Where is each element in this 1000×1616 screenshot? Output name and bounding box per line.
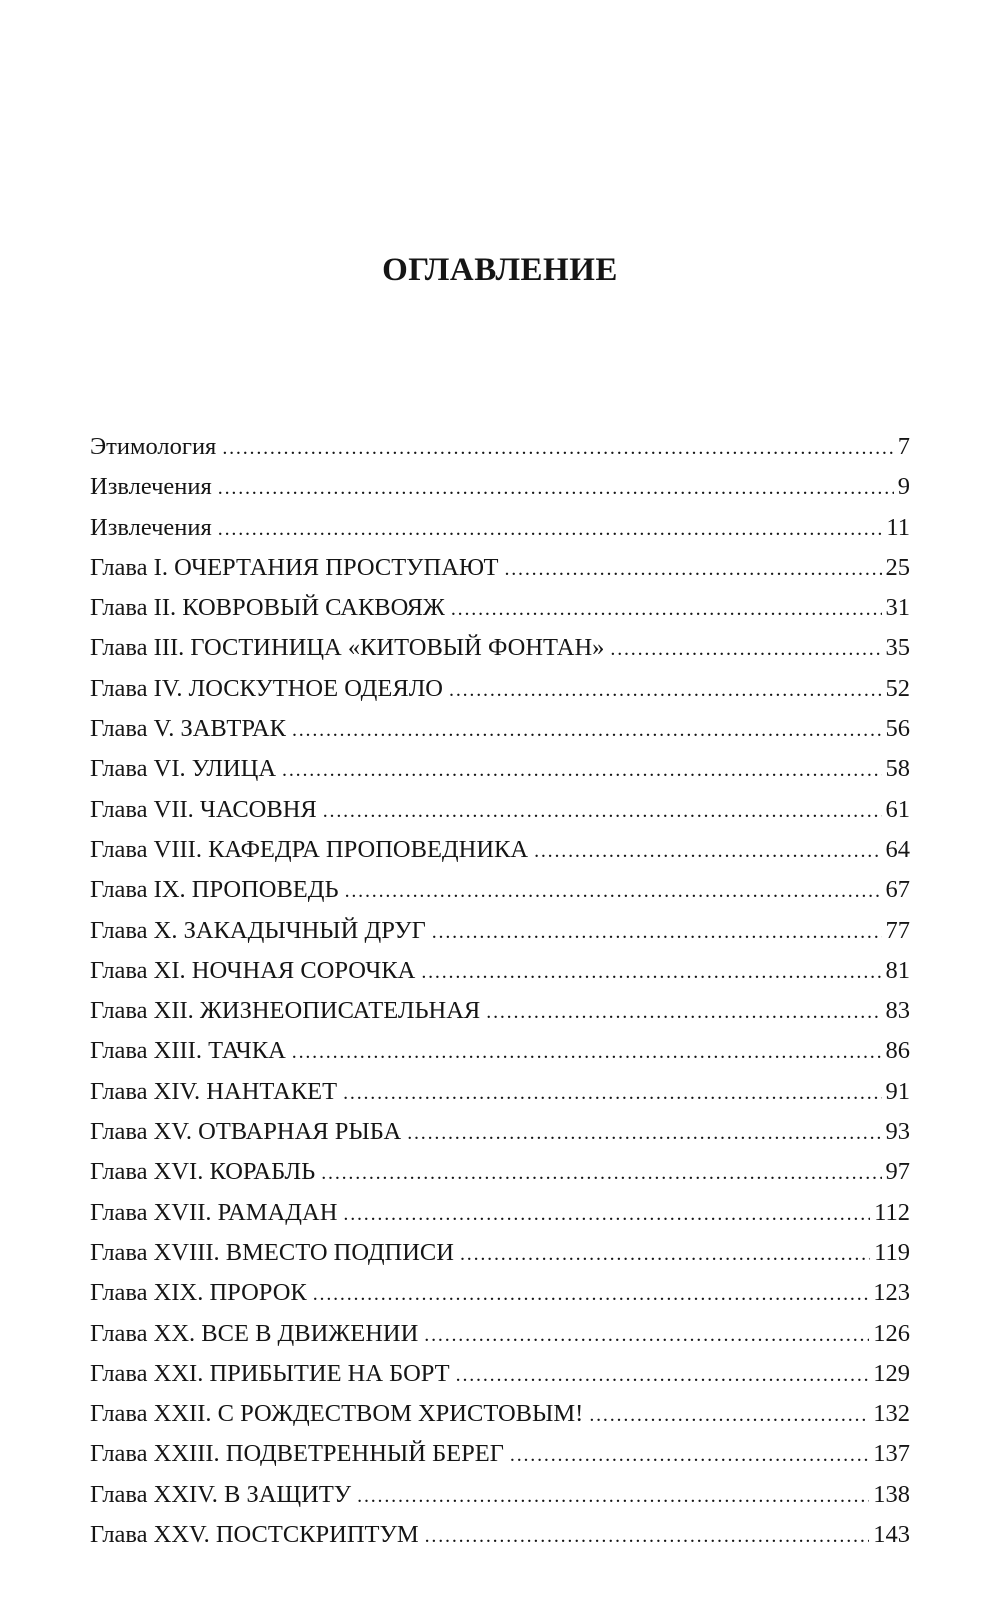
toc-page-number: 129	[873, 1359, 910, 1387]
toc-entry[interactable]	[90, 1273, 910, 1313]
toc-dot-leader	[218, 509, 883, 549]
toc-entry-label: Глава XXV. ПОСТСКРИПТУМ	[90, 1521, 419, 1549]
toc-entry-label: Глава II. КОВРОВЫЙ САКВОЯЖ	[90, 594, 445, 622]
toc-dot-leader	[504, 549, 881, 589]
toc-page-number: 81	[885, 956, 910, 984]
toc-page-number: 52	[885, 674, 910, 702]
toc-entry-label: Глава XIII. ТАЧКА	[90, 1037, 286, 1065]
toc-entry-label: Глава XXI. ПРИБЫТИЕ НА БОРТ	[90, 1359, 450, 1387]
toc-dot-leader	[343, 1073, 881, 1113]
toc-page-number: 112	[874, 1198, 910, 1226]
toc-dot-leader	[222, 428, 893, 468]
toc-dot-leader	[292, 710, 882, 750]
toc-dot-leader	[421, 952, 881, 992]
toc-page-number: 35	[885, 634, 910, 662]
toc-entry[interactable]	[90, 1112, 910, 1152]
toc-page-number: 126	[873, 1319, 910, 1347]
toc-entry[interactable]	[90, 628, 910, 668]
toc-page-number: 93	[885, 1118, 910, 1146]
toc-page-number: 123	[873, 1279, 910, 1307]
toc-entry[interactable]	[90, 1394, 910, 1434]
toc-entry-label: Извлечения	[90, 473, 212, 501]
toc-entry-label: Глава XII. ЖИЗНЕОПИСАТЕЛЬНАЯ	[90, 997, 481, 1025]
page-title: ОГЛАВЛЕНИЕ	[382, 252, 618, 289]
toc-page-number: 9	[897, 473, 910, 501]
toc-entry[interactable]	[90, 870, 910, 910]
toc-entry-label: Глава X. ЗАКАДЫЧНЫЙ ДРУГ	[90, 916, 426, 944]
toc-entry-label: Глава IX. ПРОПОВЕДЬ	[90, 876, 339, 904]
toc-entry-label: Этимология	[90, 433, 217, 460]
toc-page-number: 11	[886, 513, 910, 541]
toc-dot-leader	[456, 1355, 870, 1395]
toc-entry[interactable]	[90, 1031, 910, 1071]
toc-entry-label: Глава I. ОЧЕРТАНИЯ ПРОСТУПАЮТ	[90, 553, 499, 581]
toc-page-number: 31	[885, 594, 910, 622]
toc-dot-leader	[510, 1435, 869, 1475]
toc-dot-leader	[313, 1274, 870, 1314]
toc-entry-label: Глава IV. ЛОСКУТНОЕ ОДЕЯЛО	[90, 674, 444, 702]
table-of-contents	[90, 427, 910, 1555]
toc-page-number: 143	[873, 1521, 910, 1549]
toc-entry[interactable]	[90, 588, 910, 628]
toc-dot-leader	[610, 629, 881, 669]
toc-entry[interactable]	[90, 1193, 910, 1233]
toc-entry[interactable]	[90, 749, 910, 789]
toc-dot-leader	[282, 750, 881, 790]
toc-dot-leader	[589, 1395, 869, 1435]
toc-dot-leader	[357, 1476, 869, 1516]
toc-entry-label: Глава XVII. РАМАДАН	[90, 1198, 338, 1226]
toc-dot-leader	[345, 871, 882, 911]
toc-page-number: 86	[885, 1037, 910, 1065]
toc-entry-label: Глава XX. ВСЕ В ДВИЖЕНИИ	[90, 1319, 419, 1347]
toc-entry-label: Глава V. ЗАВТРАК	[90, 715, 286, 743]
toc-entry-label: Глава VI. УЛИЦА	[90, 755, 277, 783]
toc-entry[interactable]	[90, 508, 910, 548]
toc-entry-label: Глава VIII. КАФЕДРА ПРОПОВЕДНИКА	[90, 835, 529, 863]
toc-page-number: 119	[874, 1238, 910, 1266]
toc-entry[interactable]	[90, 548, 910, 588]
toc-dot-leader	[292, 1032, 882, 1072]
toc-page-number: 138	[873, 1480, 910, 1508]
toc-entry-label: Глава XV. ОТВАРНАЯ РЫБА	[90, 1118, 402, 1146]
toc-page-number: 7	[897, 433, 910, 460]
toc-page-number: 83	[885, 997, 910, 1025]
toc-entry-label: Глава XVIII. ВМЕСТО ПОДПИСИ	[90, 1238, 454, 1266]
toc-dot-leader	[424, 1315, 869, 1355]
toc-dot-leader	[321, 1153, 881, 1193]
toc-page-number: 97	[885, 1158, 910, 1186]
toc-entry-label: Глава XXIV. В ЗАЩИТУ	[90, 1480, 352, 1508]
toc-entry[interactable]	[90, 1475, 910, 1515]
toc-entry-label: Глава XIX. ПРОРОК	[90, 1279, 307, 1307]
toc-page-number: 137	[873, 1440, 910, 1468]
toc-entry[interactable]	[90, 1434, 910, 1474]
toc-dot-leader	[432, 912, 882, 952]
toc-dot-leader	[323, 791, 882, 831]
toc-entry[interactable]	[90, 1314, 910, 1354]
toc-dot-leader	[218, 468, 894, 508]
toc-dot-leader	[451, 589, 882, 629]
toc-dot-leader	[407, 1113, 881, 1153]
toc-entry[interactable]	[90, 951, 910, 991]
toc-entry[interactable]	[90, 467, 910, 507]
toc-page-number: 67	[885, 876, 910, 904]
toc-entry[interactable]	[90, 1354, 910, 1394]
toc-entry[interactable]	[90, 991, 910, 1031]
toc-dot-leader	[343, 1194, 870, 1234]
toc-entry[interactable]	[90, 1072, 910, 1112]
toc-page-number: 25	[885, 553, 910, 581]
toc-dot-leader	[534, 831, 881, 871]
toc-entry-label: Глава XXIII. ПОДВЕТРЕННЫЙ БЕРЕГ	[90, 1440, 504, 1468]
toc-dot-leader	[486, 992, 881, 1032]
toc-entry-label: Глава XVI. КОРАБЛЬ	[90, 1158, 316, 1186]
toc-page-number: 58	[885, 755, 910, 783]
toc-entry[interactable]	[90, 709, 910, 749]
toc-page-number: 64	[885, 835, 910, 863]
toc-dot-leader	[449, 670, 881, 710]
toc-entry-label: Извлечения	[90, 513, 212, 541]
toc-entry-label: Глава XIV. НАНТАКЕТ	[90, 1077, 338, 1105]
toc-page-number: 77	[885, 916, 910, 944]
toc-page-number: 61	[885, 795, 910, 823]
toc-page-number: 132	[873, 1400, 910, 1428]
toc-page-number: 56	[885, 715, 910, 743]
toc-entry-label: Глава XXII. С РОЖДЕСТВОМ ХРИСТОВЫМ!	[90, 1400, 584, 1428]
toc-entry[interactable]	[90, 830, 910, 870]
toc-entry[interactable]	[90, 669, 910, 709]
toc-dot-leader	[425, 1516, 870, 1556]
toc-entry-label: Глава VII. ЧАСОВНЯ	[90, 795, 317, 823]
toc-entry[interactable]	[90, 1152, 910, 1192]
toc-entry[interactable]	[90, 1233, 910, 1273]
toc-entry-label: Глава III. ГОСТИНИЦА «КИТОВЫЙ ФОНТАН»	[90, 634, 605, 662]
toc-entry-label: Глава XI. НОЧНАЯ СОРОЧКА	[90, 956, 416, 984]
toc-entry[interactable]	[90, 790, 910, 830]
toc-page-number: 91	[885, 1077, 910, 1105]
toc-entry[interactable]	[90, 911, 910, 951]
toc-dot-leader	[460, 1234, 870, 1274]
toc-entry[interactable]	[90, 427, 910, 467]
toc-entry[interactable]	[90, 1515, 910, 1555]
